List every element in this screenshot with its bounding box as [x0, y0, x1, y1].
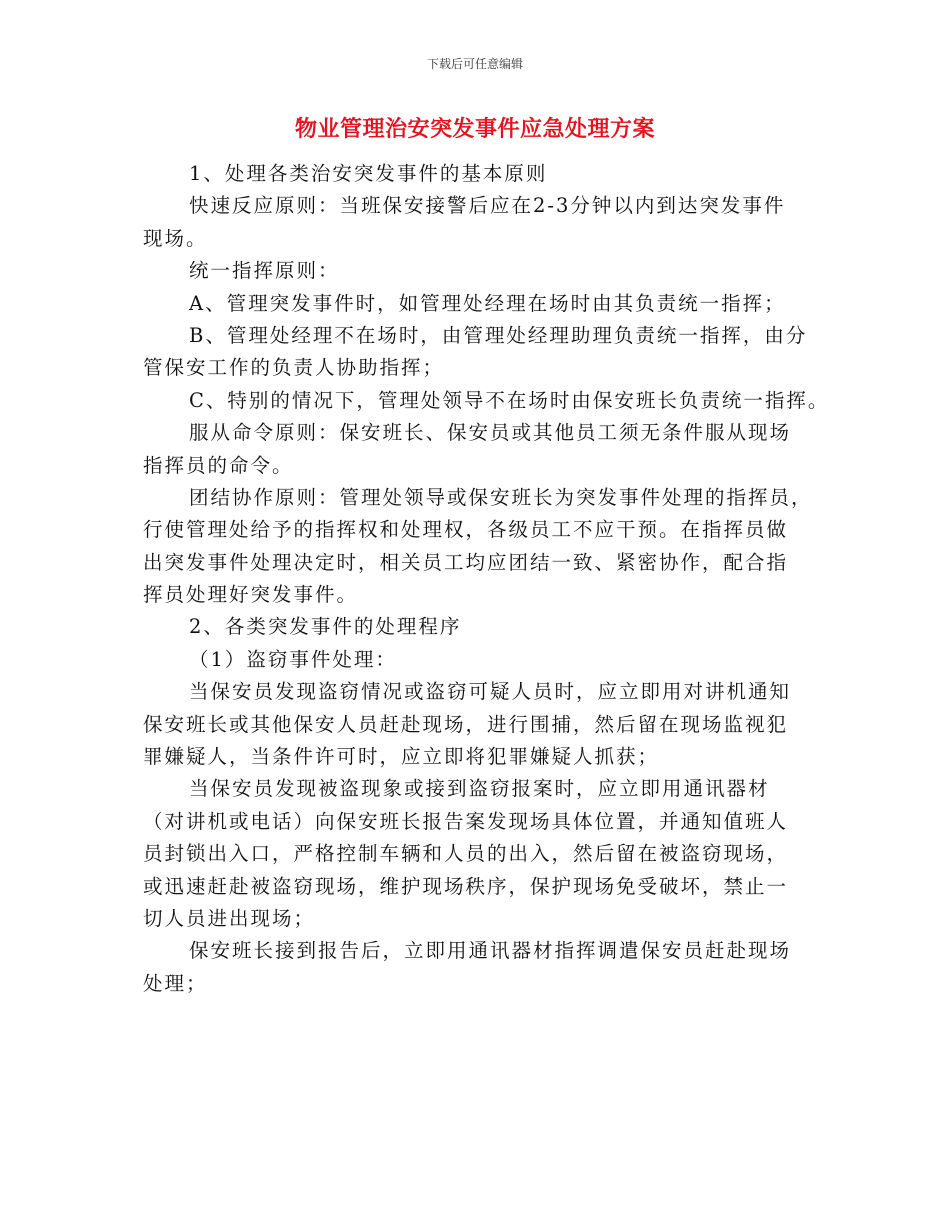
text-line: C、特别的情况下，管理处领导不在场时由保安班长负责统一指挥。 — [189, 388, 830, 412]
text-line: 处理； — [143, 971, 208, 995]
text-line: 1、处理各类治安突发事件的基本原则 — [189, 162, 548, 185]
text-line: 统一指挥原则： — [189, 259, 340, 283]
text-line: A、管理突发事件时，如管理处经理在场时由其负责统一指挥； — [189, 291, 786, 315]
text-line: 罪嫌疑人，当条件许可时，应立即将犯罪嫌疑人抓获； — [143, 745, 660, 769]
text-line: 当保安员发现盗窃情况或盗窃可疑人员时，应立即用对讲机通知 — [189, 680, 792, 704]
text-line: （对讲机或电话）向保安班长报告案发现场具体位置，并通知值班人 — [143, 809, 789, 833]
text-line: 员封锁出入口，严格控制车辆和人员的出入，然后留在被盗窃现场， — [143, 842, 789, 866]
text-line: 出突发事件处理决定时，相关员工均应团结一致、紧密协作，配合指 — [143, 550, 789, 574]
header-note: 下载后可任意编辑 — [426, 57, 523, 71]
document-body — [143, 158, 830, 1000]
document-title: 物业管理治安突发事件应急处理方案 — [294, 117, 655, 142]
text-line: 保安班长接到报告后，立即用通讯器材指挥调遣保安员赶赴现场 — [189, 939, 792, 963]
text-line: 指挥员的命令。 — [143, 453, 294, 477]
text-line: 团结协作原则：管理处领导或保安班长为突发事件处理的指挥员， — [189, 485, 813, 509]
text-line: 2、各类突发事件的处理程序 — [189, 615, 462, 639]
text-line: B、管理处经理不在场时，由管理处经理助理负责统一指挥，由分 — [189, 323, 808, 347]
text-line: 现场。 — [143, 226, 208, 250]
text-line: 挥员处理好突发事件。 — [143, 583, 359, 607]
text-line: 快速反应原则：当班保安接警后应在2-3分钟以内到达突发事件 — [189, 194, 786, 218]
text-line: 服从命令原则：保安班长、保安员或其他员工须无条件服从现场 — [189, 421, 792, 445]
text-line: 或迅速赶赴被盗窃现场，维护现场秩序，保护现场免受破坏，禁止一 — [143, 874, 789, 898]
text-line: 保安班长或其他保安人员赶赴现场，进行围捕，然后留在现场监视犯 — [143, 712, 789, 736]
text-line: 管保安工作的负责人协助指挥； — [143, 356, 445, 380]
text-line: 当保安员发现被盗现象或接到盗窃报案时，应立即用通讯器材 — [189, 777, 770, 801]
text-line: 行使管理处给予的指挥权和处理权，各级员工不应干预。在指挥员做 — [143, 518, 789, 542]
text-line: 切人员进出现场； — [143, 906, 316, 930]
text-line: （1）盗窃事件处理： — [189, 647, 397, 671]
